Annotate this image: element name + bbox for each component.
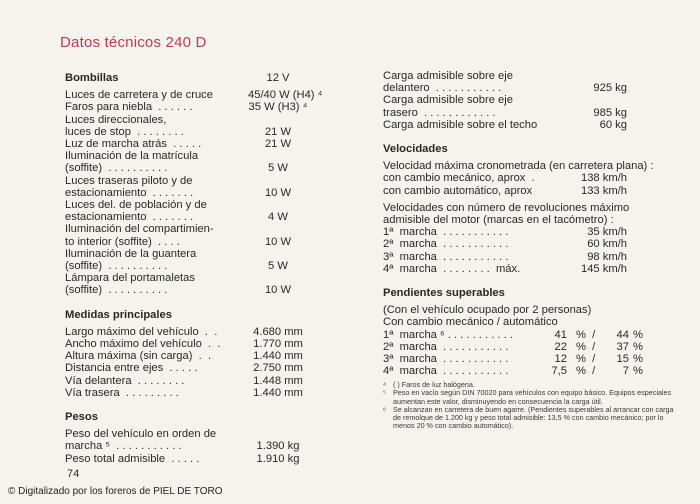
bulb-label: to interior (soffite) . . . . [65, 235, 180, 248]
dimension-row [65, 338, 365, 350]
weight-row [65, 453, 365, 465]
gradient-row [383, 365, 683, 377]
dimension-row [65, 350, 365, 362]
page-title: Datos técnicos 240 D [60, 34, 207, 51]
gear-speed-label: 1ª marcha . . . . . . . . . . . [383, 226, 509, 239]
bulb-value: 21 W [264, 125, 292, 138]
weight-value: 1.390 kg [256, 440, 300, 453]
bulb-row [65, 162, 365, 174]
dimension-value: 1.770 mm [253, 338, 303, 351]
load-value: 60 kg [599, 118, 627, 131]
footnote-mark: ⁶ [383, 404, 386, 414]
weight-value: 1.910 kg [256, 452, 300, 465]
gradient-manual: 22 [554, 340, 567, 353]
bulb-row [65, 150, 365, 162]
gradient-separator: % / [576, 340, 596, 353]
bulb-value: 10 W [264, 235, 292, 248]
velocidades-intro-text: Velocidad máxima cronometrada (en carretera plana) : [383, 160, 654, 173]
bulb-row [65, 260, 365, 272]
page-number: 74 [67, 468, 80, 480]
footnote-mark: ⁵ [383, 388, 386, 398]
weight-label: Peso total admisible . . . . . [65, 452, 200, 465]
bulb-value: 10 W [264, 284, 292, 297]
bulb-label: Luces direccionales, [65, 113, 167, 126]
velocidades-intro2-row2 [383, 214, 683, 226]
gradient-percent-sign: % [633, 328, 643, 341]
load-value: 925 kg [593, 82, 627, 95]
load-row [383, 119, 683, 131]
pesos-heading-row [65, 411, 365, 423]
footnote-text: Peso en vacío según DIN 70020 para vehículos con equipo básico. Equipos especiales aumentan este valor, disminuyendo en consecuencia la carga útil. [393, 388, 672, 406]
carga-list [383, 70, 683, 131]
bombillas-list [65, 89, 365, 296]
dimension-label: Distancia entre ejes . . . . . [65, 362, 198, 375]
credit-line: © Digitalizado por los foreros de PIEL DE TORO [8, 486, 223, 497]
bombillas-heading-row [65, 72, 365, 84]
pendientes-line1: (Con el vehículo ocupado por 2 personas) [383, 304, 592, 317]
gradient-percent-sign: % [633, 365, 643, 378]
bulb-value: 4 W [268, 211, 288, 224]
load-label: trasero . . . . . . . . . . . . [383, 106, 496, 119]
gradient-label: 2ª marcha . . . . . . . . . . . [383, 340, 509, 353]
bulb-label: Faros para niebla . . . . . . [65, 101, 193, 114]
gradient-row [383, 353, 683, 365]
gear-speed-label: 2ª marcha . . . . . . . . . . . [383, 238, 509, 251]
gradient-row [383, 329, 683, 341]
velocidades-intro2 [383, 202, 683, 214]
bulb-row [65, 114, 365, 126]
bulb-label: Iluminación del compartimien- [65, 223, 214, 236]
gradient-label: 4ª marcha . . . . . . . . . . . [383, 365, 509, 378]
right-column [383, 70, 683, 377]
bulb-label: Iluminación de la guantera [65, 247, 197, 260]
top-speed-label: con cambio mecánico, aprox . [383, 172, 535, 185]
dimension-label: Vía trasera . . . . . . . . . [65, 386, 179, 399]
load-label: delantero . . . . . . . . . . . [383, 82, 502, 95]
bulb-label: (soffite) . . . . . . . . . . [65, 284, 168, 297]
footnote-text: Se alcanzan en carretera de buen agarre. (Pendientes superables al arrancar con carga de remolque de 1.200 kg y peso total admisible: 13,5 % con cambio mecánico; por lo menos 20 % con cambio automático). [393, 404, 674, 431]
medidas-heading-row [65, 309, 365, 321]
bulb-row [65, 236, 365, 248]
velocidades-heading-row [383, 143, 683, 155]
gradient-separator: % / [576, 365, 596, 378]
bulb-row [65, 211, 365, 223]
bulb-label: Luces traseras piloto y de [65, 174, 193, 187]
left-column [65, 72, 365, 465]
pendientes-line2-row [383, 316, 683, 328]
footnote-mark: ⁴ [383, 380, 387, 389]
gradient-automatic: 7 [622, 365, 629, 378]
dimension-label: Ancho máximo del vehículo . . [65, 338, 221, 351]
bulb-row [65, 248, 365, 260]
voltage-value: 12 V [266, 72, 290, 84]
section-heading-medidas: Medidas principales [65, 308, 172, 321]
load-row [383, 107, 683, 119]
footnote [383, 406, 683, 431]
velocidades-intro [383, 160, 683, 172]
dimension-row [65, 326, 365, 338]
bulb-value: 45/40 W (H4) ⁴ [248, 89, 323, 102]
bulb-row [65, 126, 365, 138]
top-speed-value: 138 km/h [580, 172, 627, 185]
bulb-value: 5 W [268, 260, 288, 273]
bulb-row [65, 175, 365, 187]
dimension-value: 1.448 mm [253, 374, 303, 387]
weight-row [65, 440, 365, 452]
section-heading-velocidades: Velocidades [383, 143, 448, 156]
bulb-label: Luces de carretera y de cruce [65, 89, 213, 102]
bulb-row [65, 199, 365, 211]
gradient-separator: % / [576, 353, 596, 366]
load-label: Carga admisible sobre el techo [383, 118, 538, 131]
dimension-value: 4.680 mm [253, 325, 303, 338]
top-speed-value: 133 km/h [580, 184, 627, 197]
gradient-automatic: 15 [616, 353, 629, 366]
bulb-row [65, 223, 365, 235]
dimension-value: 1.440 mm [253, 350, 303, 363]
velocidades-intro2-line1: Velocidades con número de revoluciones máximo [383, 201, 630, 214]
gear-speed-value: 145 km/h [580, 262, 627, 275]
bulb-row [65, 284, 365, 296]
gradient-row [383, 341, 683, 353]
pendientes-list [383, 329, 683, 378]
gear-speed-value: 98 km/h [587, 250, 627, 263]
top-speed-row [383, 172, 683, 184]
bulb-value: 21 W [264, 138, 292, 151]
pendientes-heading-row [383, 287, 683, 299]
bulb-value: 5 W [268, 162, 288, 175]
weight-label: Peso del vehículo en orden de [65, 428, 217, 441]
gear-speed-value: 60 km/h [587, 238, 627, 251]
gradient-separator: % / [576, 328, 596, 341]
medidas-list [65, 326, 365, 399]
pendientes-line2: Con cambio mecánico / automático [383, 316, 558, 329]
gear-speed-list [383, 226, 683, 275]
bulb-label: Lámpara del portamaletas [65, 272, 195, 285]
pendientes-line1-row [383, 304, 683, 316]
weight-label: marcha ⁵ . . . . . . . . . . . [65, 440, 182, 453]
bulb-label: estacionamiento . . . . . . . [65, 186, 194, 199]
dimension-row [65, 375, 365, 387]
bulb-row [65, 187, 365, 199]
bulb-row [65, 138, 365, 150]
section-heading-bombillas: Bombillas [65, 72, 119, 84]
gradient-manual: 41 [554, 328, 567, 341]
gear-speed-row [383, 238, 683, 250]
gradient-label: 3ª marcha . . . . . . . . . . . [383, 353, 509, 366]
gradient-automatic: 37 [616, 340, 629, 353]
gear-speed-label: 4ª marcha . . . . . . . . máx. [383, 262, 521, 275]
bulb-row [65, 272, 365, 284]
pesos-list [65, 428, 365, 465]
gear-speed-value: 35 km/h [587, 226, 627, 239]
section-heading-pesos: Pesos [65, 411, 98, 424]
load-value: 985 kg [593, 106, 627, 119]
bulb-label: (soffite) . . . . . . . . . . [65, 162, 168, 175]
gradient-label: 1ª marcha ⁶ . . . . . . . . . . . [383, 328, 513, 341]
weight-row [65, 428, 365, 440]
bulb-label: Luces del. de población y de [65, 199, 207, 212]
bulb-label: Luz de marcha atrás . . . . . [65, 138, 202, 151]
dimension-value: 1.440 mm [253, 386, 303, 399]
load-row [383, 82, 683, 94]
dimension-value: 2.750 mm [253, 362, 303, 375]
gradient-percent-sign: % [633, 340, 643, 353]
velocidades-list [383, 172, 683, 196]
gradient-manual: 7,5 [551, 365, 567, 378]
dimension-label: Altura máxima (sin carga) . . [65, 350, 212, 363]
bulb-label: (soffite) . . . . . . . . . . [65, 260, 168, 273]
bulb-label: luces de stop . . . . . . . . [65, 125, 184, 138]
gear-speed-row [383, 226, 683, 238]
gear-speed-row [383, 251, 683, 263]
load-label: Carga admisible sobre eje [383, 94, 513, 107]
load-label: Carga admisible sobre eje [383, 70, 513, 82]
gradient-automatic: 44 [616, 328, 629, 341]
footnote [383, 389, 683, 406]
gradient-percent-sign: % [633, 353, 643, 366]
footnotes [383, 381, 683, 431]
dimension-row [65, 387, 365, 399]
section-heading-pendientes: Pendientes superables [383, 287, 505, 300]
velocidades-intro2-line2: admisible del motor (marcas en el tacómetro) : [383, 214, 614, 227]
top-speed-row [383, 185, 683, 197]
load-row [383, 94, 683, 106]
gear-speed-label: 3ª marcha . . . . . . . . . . . [383, 250, 509, 263]
gradient-manual: 12 [554, 353, 567, 366]
dimension-label: Largo máximo del vehículo . . [65, 325, 218, 338]
bulb-value: 35 W (H3) ⁴ [248, 101, 308, 114]
bulb-label: estacionamiento . . . . . . . [65, 211, 194, 224]
bulb-value: 10 W [264, 186, 292, 199]
gear-speed-row [383, 263, 683, 275]
footnote-text: ( ) Faros de luz halógena. [393, 380, 475, 389]
bulb-row [65, 89, 365, 101]
top-speed-label: con cambio automático, aprox [383, 184, 533, 197]
dimension-label: Vía delantera . . . . . . . . [65, 374, 185, 387]
bulb-label: Iluminación de la matrícula [65, 150, 199, 163]
bulb-row [65, 101, 365, 113]
dimension-row [65, 362, 365, 374]
load-row [383, 70, 683, 82]
